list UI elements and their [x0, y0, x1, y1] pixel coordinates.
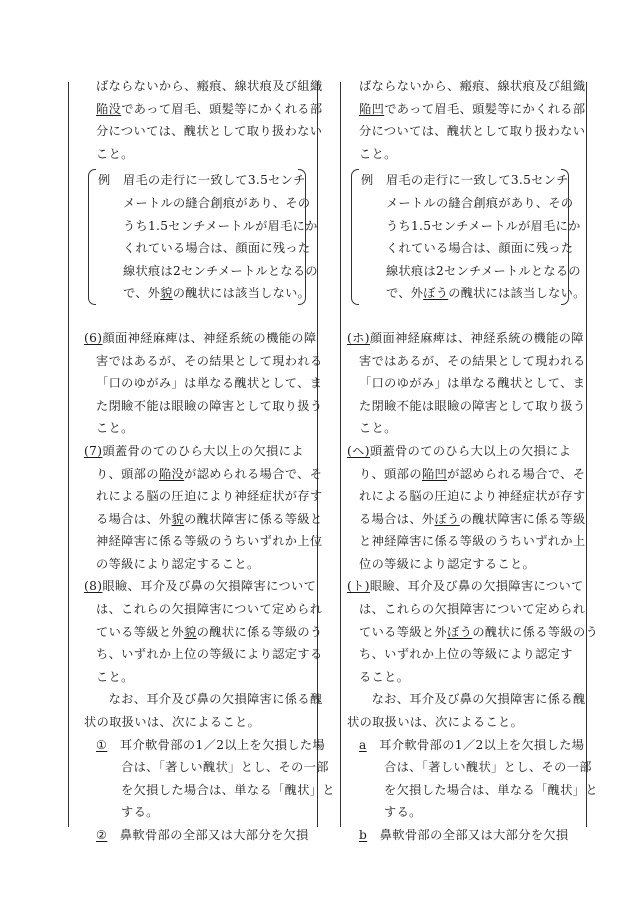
example-box — [88, 169, 318, 305]
item-7-line: 位の等級により認定すること。 — [359, 556, 536, 571]
sub-1-line: する。 — [384, 805, 422, 820]
right-bracket — [561, 169, 569, 305]
item-7-line: の等級により認定すること。 — [96, 556, 260, 571]
underlined-term: 貌 — [171, 511, 185, 526]
underlined-term: ぼう — [423, 286, 449, 301]
underlined-term: 陥凹 — [359, 101, 385, 116]
item-7-line: る場合は、外ぼうの醜状障害に係る等級 — [359, 511, 586, 526]
sub-1-line: する。 — [121, 805, 159, 820]
underlined-term: ぼう — [434, 511, 460, 526]
example-line: 例 眉毛の走行に一致して3.5センチ — [98, 173, 306, 188]
item-7-marker: (ヘ) — [347, 443, 370, 458]
left-bracket — [88, 169, 96, 305]
example-line: メートルの縫合創痕があり、その — [386, 195, 574, 210]
example-line: うち1.5センチメートルが眉毛にか — [123, 218, 318, 233]
sub-2-line: ② 鼻軟骨部の全部又は大部分を欠損 — [84, 824, 316, 847]
example-text — [88, 169, 318, 305]
left-column-right-rule — [317, 82, 318, 827]
text-line: こと。 — [96, 146, 134, 161]
item-6-line: 「口のゆがみ」は単なる醜状として、ま — [96, 376, 323, 391]
item-6-line: 害ではあるが、その結果として現われる — [359, 353, 586, 368]
item-8-line: は、これらの欠損障害について定められ — [359, 602, 586, 617]
underlined-term: 貌 — [184, 624, 197, 639]
sub-2-marker: ② — [96, 828, 108, 842]
example-text — [351, 169, 586, 305]
note-line: なお、耳介及び鼻の欠損障害に係る醜 — [96, 692, 323, 707]
sub-1-line: 合は、「著しい醜状」とし、その一部 — [121, 760, 329, 775]
item-8-line: ている等級と外ぼうの醜状に係る等級のう — [359, 624, 599, 639]
right-column-right-rule — [586, 82, 587, 827]
sub-1-line: 合は、「著しい醜状」とし、その一部 — [384, 760, 592, 775]
item-8-line: ち、いずれか上位の等級により認定する — [96, 647, 323, 662]
item-8-line: (ト)眼瞼、耳介及び鼻の欠損障害について — [347, 575, 583, 598]
item-6-line: た閉瞼不能は眼瞼の障害として取り扱う — [96, 398, 323, 413]
right-column-left-rule — [340, 82, 341, 827]
example-line: くれている場合は、顔面に残った — [123, 241, 311, 256]
item-6-marker: (ホ) — [347, 330, 370, 345]
text-line: 分については、醜状として取り扱わない — [96, 124, 323, 139]
item-8-marker: (ト) — [347, 579, 370, 594]
sub-1-marker: a — [359, 737, 367, 752]
underlined-term: ぼう — [447, 624, 473, 639]
item-8-line: ること。 — [359, 669, 410, 684]
sub-2-line: b 鼻軟骨部の全部又は大部分を欠損 — [347, 824, 583, 847]
underlined-term: 貌 — [160, 286, 173, 301]
item-6-line: 害ではあるが、その結果として現われる — [96, 353, 323, 368]
item-8-line: こと。 — [96, 669, 134, 684]
item-7-marker: (7) — [84, 443, 103, 458]
item-7-line: れによる脳の圧迫により神経症状が存す — [359, 489, 586, 504]
item-6-line: こと。 — [359, 421, 397, 436]
sub-1-marker: ① — [96, 737, 108, 752]
example-line: うち1.5センチメートルが眉毛にか — [386, 218, 581, 233]
sub-2-marker: b — [359, 828, 368, 842]
item-7-line: (7)頭蓋骨のてのひら大以上の欠損によ — [84, 440, 316, 463]
example-line: で、外貌の醜状には該当しない。 — [123, 286, 311, 301]
sub-1-line: を欠損した場合は、単なる「醜状」と — [384, 782, 598, 797]
underlined-term: 陥没 — [158, 466, 185, 481]
note-line: なお、耳介及び鼻の欠損障害に係る醜 — [359, 692, 586, 707]
example-line: 線状痕は2センチメートルとなるの — [123, 263, 318, 278]
spacer — [84, 317, 316, 327]
item-6-line: た閉瞼不能は眼瞼の障害として取り扱う — [359, 398, 586, 413]
item-6-line: (ホ)顔面神経麻痺は、神経系統の機能の障 — [347, 327, 583, 350]
left-column-left-rule — [68, 82, 69, 827]
item-7-line: り、頭部の陥没が認められる場合で、そ — [96, 466, 323, 481]
text-line: 陥凹であって眉毛、頭髪等にかくれる部 — [359, 101, 586, 116]
item-7-line: る場合は、外貌の醜状障害に係る等級と — [96, 511, 323, 526]
right-bracket — [298, 169, 306, 305]
item-7-line: り、頭部の陥凹が認められる場合で、そ — [359, 466, 586, 481]
text-line: こと。 — [359, 146, 397, 161]
example-line: で、外ぼうの醜状には該当しない。 — [386, 286, 586, 301]
item-7-line: 神経障害に係る等級のうちいずれか上位 — [96, 534, 323, 549]
item-8-marker: (8) — [84, 579, 103, 594]
item-8-line: ている等級と外貌の醜状に係る等級のう — [96, 624, 323, 639]
text-line: ばならないから、瘢痕、線状痕及び組織 — [359, 79, 586, 93]
spacer — [347, 317, 583, 327]
note-line: 状の取扱いは、次によること。 — [347, 715, 524, 730]
item-6-marker: (6) — [84, 330, 103, 345]
example-box — [351, 169, 586, 305]
sub-1-line: ① 耳介軟骨部の1／2以上を欠損した場 — [84, 734, 316, 757]
example-line: くれている場合は、顔面に残った — [386, 241, 574, 256]
example-line: 線状痕は2センチメートルとなるの — [386, 263, 581, 278]
text-line: ばならないから、瘢痕、線状痕及び組織 — [96, 79, 323, 93]
text-line: 分については、醜状として取り扱わない — [359, 124, 586, 139]
example-line: 例 眉毛の走行に一致して3.5センチ — [361, 173, 569, 188]
item-8-line: ち、いずれか上位の等級により認定す — [359, 647, 573, 662]
underlined-term: 陥没 — [96, 101, 122, 116]
text-line: 陥没であって眉毛、頭髪等にかくれる部 — [96, 101, 323, 116]
sub-1-line: を欠損した場合は、単なる「醜状」と — [121, 782, 335, 797]
right-column — [347, 75, 599, 847]
underlined-term: 陥凹 — [421, 466, 448, 481]
item-7-line: (ヘ)頭蓋骨のてのひら大以上の欠損によ — [347, 440, 583, 463]
item-8-line: は、これらの欠損障害について定められ — [96, 602, 323, 617]
item-6-line: 「口のゆがみ」は単なる醜状として、ま — [359, 376, 586, 391]
sub-1-line: a 耳介軟骨部の1／2以上を欠損した場 — [347, 734, 583, 757]
left-bracket — [351, 169, 359, 305]
example-line: メートルの縫合創痕があり、その — [123, 195, 311, 210]
left-column — [84, 75, 335, 847]
item-6-line: こと。 — [96, 421, 134, 436]
item-7-line: と神経障害に係る等級のうちいずれか上 — [359, 534, 586, 549]
item-7-line: れによる脳の圧迫により神経症状が存す — [96, 489, 323, 504]
note-line: 状の取扱いは、次によること。 — [84, 715, 261, 730]
item-6-line: (6)顔面神経麻痺は、神経系統の機能の障 — [84, 327, 316, 350]
item-8-line: (8)眼瞼、耳介及び鼻の欠損障害について — [84, 575, 316, 598]
